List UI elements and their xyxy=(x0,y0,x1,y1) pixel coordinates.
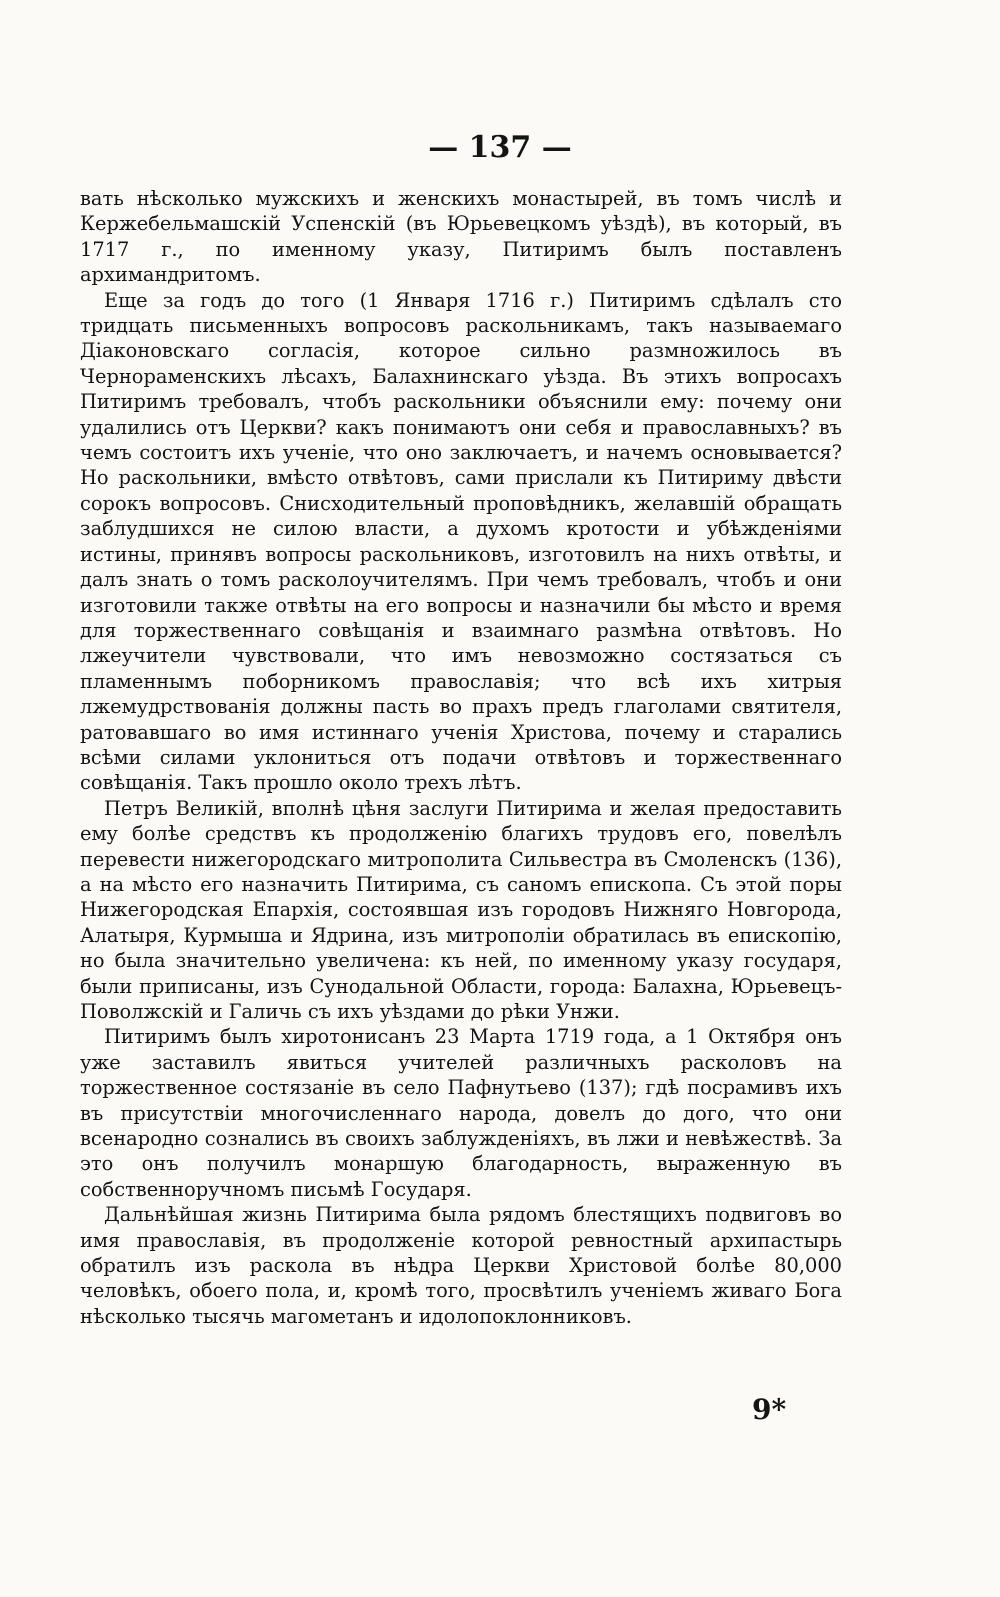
paragraph-5: Дальнѣйшая жизнь Питирима была рядомъ блестящихъ подвиговъ во имя православія, въ продолженіе которой ревностный архипастырь обратилъ изъ раскола въ нѣдра Церкви Христовой болѣе 80,000 человѣкъ, обоего пола, и, кромѣ того, просвѣтилъ ученіемъ живаго Бога нѣсколько тысячь магометанъ и идолопоклонниковъ. xyxy=(80,1203,842,1328)
paragraph-2: Еще за годъ до того (1 Января 1716 г.) Питиримъ сдѣлалъ сто тридцать письменныхъ вопросовъ раскольникамъ, такъ называемаго Діаконовскаго согласія, которое сильно размножилось въ Чернораменскихъ лѣсахъ, Балахнинскаго уѣзда. Въ этихъ вопросахъ Питиримъ требовалъ, чтобъ раскольники объяснили ему: почему они удалились отъ Церкви? какъ понимаютъ они себя и православныхъ? въ чемъ состоитъ ихъ ученіе, что оно заключаетъ, и начемъ основывается? Но раскольники, вмѣсто отвѣтовъ, сами прислали къ Питириму двѣсти сорокъ вопросовъ. Снисходительный проповѣдникъ, желавшій обращать заблудшихся не силою власти, а духомъ кротости и убѣжденіями истины, принявъ вопросы раскольниковъ, изготовилъ на нихъ отвѣты, и далъ знать о томъ расколоучителямъ. При чемъ требовалъ, чтобъ и они изготовили также отвѣты на его вопросы и назначили бы мѣсто и время для торжественнаго совѣщанія и взаимнаго размѣна отвѣтовъ. Но лжеучители чувствовали, что имъ невозможно состязаться съ пламеннымъ поборникомъ православія; что всѣ ихъ хитрыя лжемудрствованія должны пасть во прахъ предъ глаголами святителя, ратовавшаго во имя истиннаго ученія Христова, почему и старались всѣми силами уклониться отъ подачи отвѣтовъ и торжественнаго совѣщанія. Такъ прошло около трехъ лѣтъ. xyxy=(80,288,842,795)
signature-mark: 9* xyxy=(752,1393,787,1426)
paragraph-4: Питиримъ былъ хиротонисанъ 23 Марта 1719 года, а 1 Октября онъ уже заставилъ явиться учителей различныхъ расколовъ на торжественное состязаніе въ село Пафнутьево (137); гдѣ посрамивъ ихъ въ присутствіи многочисленнаго народа, довелъ до дого, что они всенародно сознались въ своихъ заблужденіяхъ, въ лжи и невѣжествѣ. За это онъ получилъ монаршую благодарность, выраженную въ собственноручномъ письмѣ Государя. xyxy=(80,1025,842,1201)
body-text xyxy=(80,186,842,1329)
paragraph-1: вать нѣсколько мужскихъ и женскихъ монастырей, въ томъ числѣ и Кержебельмашскій Успенскій (въ Юрьевецкомъ уѣздѣ), въ который, въ 1717 г., по именному указу, Питиримъ былъ поставленъ архимандритомъ. xyxy=(80,187,842,287)
paragraph-3: Петръ Великій, вполнѣ цѣня заслуги Питирима и желая предоставить ему болѣе средствъ къ продолженію благихъ трудовъ его, повелѣлъ перевести нижегородскаго митрополита Сильвестра въ Смоленскъ (136), а на мѣсто его назначить Питирима, съ саномъ епископа. Съ этой поры Нижегородская Епархія, состоявшая изъ городовъ Нижняго Новгорода, Алатыря, Курмыша и Ядрина, изъ митрополіи обратилась въ епископію, но была значительно увеличена: къ ней, по именному указу государя, были приписаны, изъ Сунодальной Области, города: Балахна, Юрьевецъ-Поволжскій и Галичь съ ихъ уѣздами до рѣки Унжи. xyxy=(80,796,842,1023)
page-number: — 137 — xyxy=(428,130,572,165)
